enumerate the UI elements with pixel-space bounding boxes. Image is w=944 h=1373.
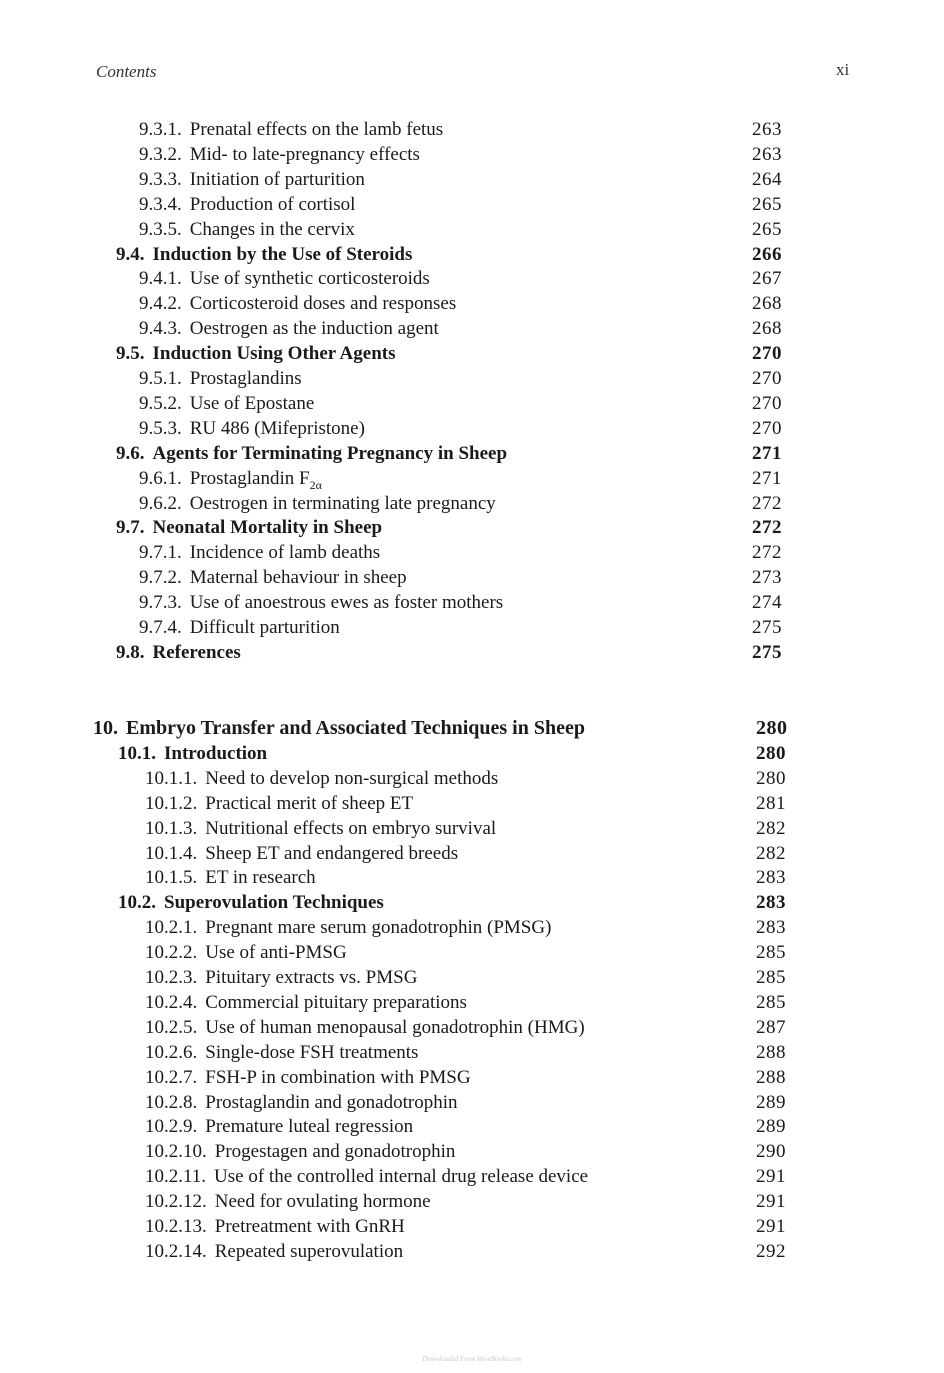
toc-entry-title: Production of cortisol [189,193,356,215]
toc-entry-page: 275 [752,641,782,663]
toc-entry [0,640,944,665]
toc-entry-title: References [152,641,241,663]
toc-entry [0,366,944,391]
toc-entry-page: 283 [756,892,786,914]
toc-entry-number: 10.2.13. [145,1216,207,1237]
toc-entry-title: FSH-P in combination with PMSG [205,1066,471,1088]
toc-entry-page: 270 [752,392,782,414]
toc-entry-title: Prenatal effects on the lamb fetus [189,119,444,140]
toc-entry [0,192,944,217]
toc-entry-title: Mid- to late-pregnancy effects [189,143,420,165]
toc-entry-number: 9.8. [116,641,145,663]
toc-entry-page: 273 [752,567,782,589]
toc-entry [0,491,944,516]
toc-entry [0,466,944,491]
toc-entry-page: 265 [752,218,782,240]
toc-entry-page: 266 [752,243,782,265]
toc-entry [0,1114,944,1139]
toc-entry-number: 9.3.2. [139,143,182,165]
toc-entry-title: Changes in the cervix [189,218,355,240]
toc-entry-number: 9.7.4. [139,617,182,638]
toc-entry-page: 263 [752,143,782,165]
toc-entry-title: Oestrogen as the induction agent [189,318,439,340]
toc-entry-number: 9.4. [116,243,145,265]
toc-entry-number: 10. [93,717,118,739]
toc-entry-number: 9.3.5. [139,218,182,240]
toc-entry-number: 9.5.2. [139,392,182,414]
toc-entry-page: 287 [756,1016,786,1038]
toc-entry-title: Single-dose FSH treatments [205,1041,419,1063]
toc-entry-title: Incidence of lamb deaths [189,542,381,564]
toc-entry-number: 9.4.1. [139,268,182,290]
toc-entry [0,266,944,291]
toc-entry-page: 282 [756,842,786,864]
toc-entry-number: 9.7.1. [139,542,182,564]
toc-entry-number: 9.4.3. [139,318,182,340]
toc-entry-page: 292 [756,1240,786,1262]
toc-entry-page: 274 [752,592,782,614]
toc-entry-title: ET in research [205,867,316,889]
toc-entry-page: 291 [756,1166,786,1188]
toc-entry-title: Use of anoestrous ewes as foster mothers [189,592,504,614]
toc-entry-number: 9.4.2. [139,293,182,315]
toc-entry-title: Introduction [164,742,268,764]
toc-entry [0,167,944,192]
toc-entry [0,965,944,990]
footer-note: Downloaded From Vet-eBooks.com [422,1355,522,1363]
toc-entry-number: 9.6. [116,442,145,464]
toc-entry-title: Use of Epostane [189,392,315,414]
toc-entry [0,915,944,940]
toc-entry-number: 9.7.3. [139,592,182,614]
toc-entry [0,990,944,1015]
toc-entry-number: 9.6.2. [139,492,182,514]
toc-entry-number: 10.2.3. [145,967,198,988]
toc-entry [0,1090,944,1115]
toc-entry-title: Pregnant mare serum gonadotrophin (PMSG) [205,917,552,939]
toc-entry-title: Induction Using Other Agents [152,343,396,365]
toc-entry-number: 10.2.9. [145,1116,198,1138]
toc-entry [0,1189,944,1214]
toc-entry-page: 271 [752,442,782,464]
toc-entry-title: Pretreatment with GnRH [214,1216,405,1237]
toc-entry-title: Prostaglandins [189,368,302,389]
toc-entry-title: Premature luteal regression [205,1116,414,1138]
toc-entry-title: Repeated superovulation [214,1240,404,1262]
toc-entry-title: Difficult parturition [189,617,340,638]
toc-entry [0,1164,944,1189]
toc-entry-page: 290 [756,1141,786,1163]
toc-entry-number: 10.2. [118,892,156,914]
toc-entry-page: 285 [756,991,786,1013]
toc-entry-number: 10.2.2. [145,942,198,964]
toc-entry-number: 9.3.1. [139,119,182,140]
toc-entry-page: 265 [752,193,782,215]
toc-entry-page: 281 [756,792,786,814]
toc-entry-page: 288 [756,1041,786,1063]
toc-entry [0,1065,944,1090]
toc-entry-page: 268 [752,318,782,340]
toc-entry-page: 285 [756,967,786,988]
toc-entry [0,841,944,866]
toc-entry-number: 10.1.3. [145,817,198,839]
toc-entry [0,791,944,816]
toc-entry-page: 283 [756,917,786,939]
toc-entry-number: 10.2.10. [145,1141,207,1163]
toc-entry-number: 10.1.5. [145,867,198,889]
toc-entry-page: 291 [756,1216,786,1237]
toc-entry-title: Progestagen and gonadotrophin [214,1141,456,1163]
toc-entry-page: 275 [752,617,782,638]
toc-entry-number: 10.2.1. [145,917,198,939]
toc-entry [0,441,944,466]
toc-entry-title: Corticosteroid doses and responses [189,293,457,315]
toc-entry-number: 10.2.5. [145,1016,198,1038]
toc-entry-title: Commercial pituitary preparations [205,991,467,1013]
toc-entry-page: 280 [756,767,786,789]
toc-entry [0,716,944,741]
running-head: Contents [96,62,157,81]
toc-entry [0,890,944,915]
toc-entry-page: 289 [756,1116,786,1138]
toc-entry-page: 263 [752,119,782,140]
toc-entry [0,741,944,766]
toc-entry-page: 264 [752,168,782,190]
toc-entry-number: 9.7. [116,517,145,539]
toc-entry [0,1239,944,1264]
toc-entry-page: 283 [756,867,786,889]
toc-entry-page: 268 [752,293,782,315]
toc-entry-title: Maternal behaviour in sheep [189,567,407,589]
toc-entry-number: 9.5.1. [139,368,182,389]
toc-entry-subscript: 2α [309,477,322,492]
toc-entry-number: 9.5. [116,343,145,365]
toc-entry-title: RU 486 (Mifepristone) [189,417,365,439]
toc-entry-title: Superovulation Techniques [164,892,384,914]
toc-entry [0,242,944,267]
toc-entry-title: Need to develop non-surgical methods [205,767,499,789]
toc-entry [0,565,944,590]
page-number: xi [836,60,850,79]
toc-entry [0,816,944,841]
toc-entry [0,291,944,316]
toc-entry-title: Practical merit of sheep ET [205,792,414,814]
toc-entry-number: 10.1.4. [145,842,198,864]
toc-entry-title: Agents for Terminating Pregnancy in Sheep [152,442,508,464]
toc-entry-page: 272 [752,517,782,539]
toc-entry-number: 10.2.7. [145,1066,198,1088]
toc-entry-page: 270 [752,417,782,439]
toc-entry [0,391,944,416]
toc-entry-title: Initiation of parturition [189,168,365,190]
toc-entry-number: 10.2.4. [145,991,198,1013]
toc-entry [0,1015,944,1040]
toc-entry-page: 285 [756,942,786,964]
toc-entry-page: 270 [752,343,782,365]
toc-entry-number: 10.2.12. [145,1191,207,1213]
toc-entry-title: Pituitary extracts vs. PMSG [205,967,418,988]
toc-entry-title: Sheep ET and endangered breeds [205,842,459,864]
toc-entry [0,316,944,341]
toc-entry-number: 10.2.6. [145,1041,198,1063]
toc-entry-title: Use of anti-PMSG [205,942,347,964]
toc-entry [0,341,944,366]
toc-entry-page: 280 [756,717,788,739]
toc-entry-number: 10.2.14. [145,1240,207,1262]
toc-entry-number: 9.7.2. [139,567,182,589]
toc-entry-page: 267 [752,268,782,290]
toc-entry-page: 271 [752,467,782,489]
toc-entry [0,1214,944,1239]
toc-entry-title: Prostaglandin F [189,467,310,489]
toc-entry-title: Use of human menopausal gonadotrophin (HMG) [205,1016,585,1038]
toc-entry-number: 10.2.8. [145,1091,198,1113]
toc-entry [0,865,944,890]
toc-entry-title: Induction by the Use of Steroids [152,243,413,265]
toc-entry-page: 280 [756,742,786,764]
toc-entry-title: Use of synthetic corticosteroids [189,268,430,290]
toc-entry-title: Need for ovulating hormone [214,1191,431,1213]
toc-entry-page: 272 [752,542,782,564]
toc-entry [0,766,944,791]
toc-entry-title: Embryo Transfer and Associated Techniques in Sheep [126,717,585,739]
toc-entry-title: Use of the controlled internal drug release device [214,1166,589,1188]
toc-entry [0,117,944,142]
toc-entry [0,540,944,565]
toc-entry-page: 288 [756,1066,786,1088]
toc-entry-number: 9.6.1. [139,467,182,489]
toc-entry-number: 9.3.4. [139,193,182,215]
toc-entry-number: 10.1.2. [145,792,198,814]
toc-entry [0,217,944,242]
toc-entry-title: Nutritional effects on embryo survival [205,817,497,839]
toc-entry-number: 9.3.3. [139,168,182,190]
toc-entry [0,1139,944,1164]
toc-entry [0,142,944,167]
toc-entry-page: 282 [756,817,786,839]
toc-entry-page: 270 [752,368,782,389]
toc-entry-page: 291 [756,1191,786,1213]
toc-entry [0,590,944,615]
toc-entry-page: 272 [752,492,782,514]
toc-entry [0,416,944,441]
toc-entry-title: Oestrogen in terminating late pregnancy [189,492,496,514]
toc-entry-page: 289 [756,1091,786,1113]
toc-entry [0,515,944,540]
toc-entry-title: Neonatal Mortality in Sheep [152,517,383,539]
toc-entry [0,940,944,965]
toc-entry-number: 10.2.11. [145,1166,207,1188]
toc-entry-number: 10.1. [118,742,156,764]
toc-entry [0,615,944,640]
toc-entry-number: 10.1.1. [145,767,198,789]
toc-entry-title: Prostaglandin and gonadotrophin [205,1091,458,1113]
toc-entry [0,1040,944,1065]
toc-entry-number: 9.5.3. [139,417,182,439]
